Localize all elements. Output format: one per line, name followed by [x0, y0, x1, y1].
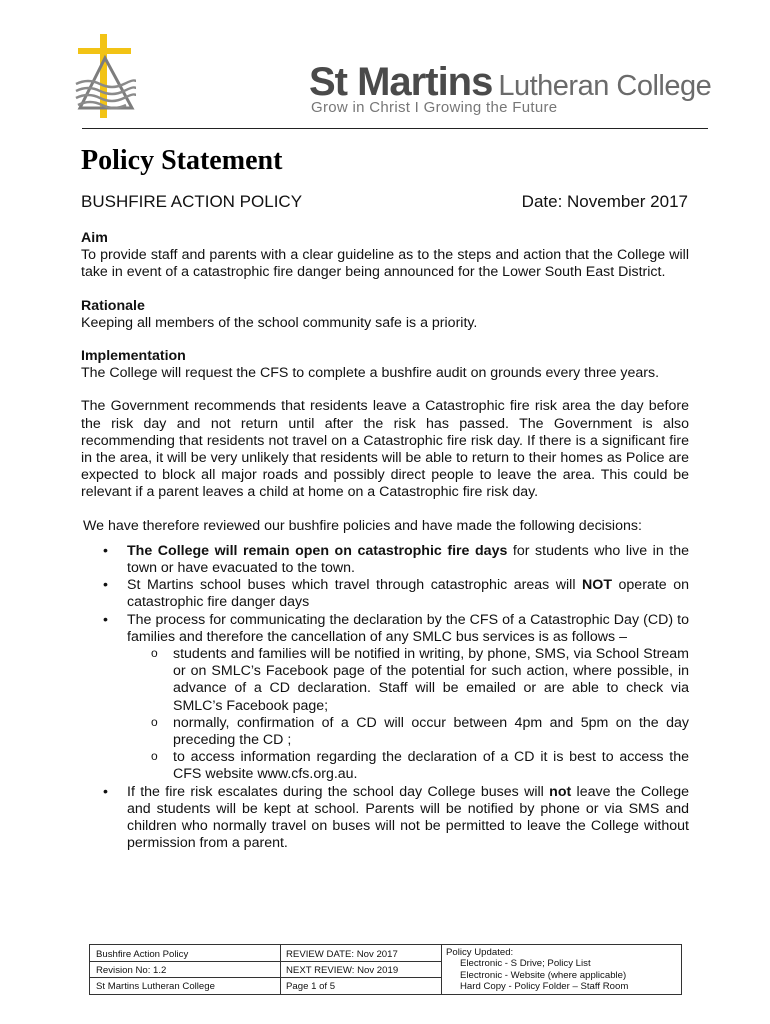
list-item: [81, 784, 689, 853]
footer-next-review: NEXT REVIEW: Nov 2019: [286, 965, 399, 976]
list-item: [81, 612, 689, 784]
brand-name: St Martins: [309, 60, 493, 104]
aim-heading: Aim: [81, 230, 108, 246]
footer-policy-updated: [446, 947, 628, 993]
document-title: Policy Statement: [81, 145, 283, 176]
decisions-intro: We have therefore reviewed our bushfire policies and have made the following decisions:: [83, 517, 642, 534]
implementation-heading: Implementation: [81, 348, 186, 365]
footer-updated-title: Policy Updated:: [446, 947, 514, 958]
sub-list-item: o normally, confirmation of a CD will occur between 4pm and 5pm on the day preceding the CD ;: [127, 715, 689, 749]
footer-updated-line: Hard Copy - Policy Folder – Staff Room: [460, 981, 629, 993]
list-item: [81, 577, 689, 611]
brand-tagline: Grow in Christ I Growing the Future: [311, 99, 558, 116]
policy-body: [81, 230, 689, 853]
bold-text: The College will remain open on catastrophic fire days: [127, 542, 508, 559]
list-item-text: for students who live in the town or have evacuated to the town.: [127, 542, 690, 577]
footer-updated-line: Electronic - S Drive; Policy List: [460, 958, 591, 970]
rationale-text: Keeping all members of the school community safe is a priority.: [81, 314, 478, 331]
rationale-heading: Rationale: [81, 297, 145, 314]
decisions-list: [81, 543, 689, 853]
sub-list: [127, 646, 689, 784]
footer-revision: Revision No: 1.2: [96, 965, 167, 976]
brand-subtitle: Lutheran College: [498, 70, 712, 102]
bold-text: not: [549, 783, 572, 800]
footer-updated-line: Electronic - Website (where applicable): [460, 969, 627, 981]
policy-date: Date: November 2017: [521, 192, 688, 211]
list-item-text: The process for communicating the declaration by the CFS of a Catastrophic Day (CD) to families and therefore the cancellation of any SMLC bus services is as follows –: [127, 611, 689, 645]
list-item: [81, 543, 689, 577]
implementation-text-1: The College will request the CFS to complete a bushfire audit on grounds every three years.: [81, 365, 660, 382]
list-item-text: operate on catastrophic fire danger days: [127, 577, 689, 611]
implementation-text-2: The Government recommends that residents leave a Catastrophic fire risk area the day before the risk day and not return until after the risk has passed. The Government is also recommending that residents not travel on a Catastrophic fire risk day. If there is a significant fire in the area, it will be very unlikely that residents will be able to return to their homes as Police are expected to block all major roads and possibly direct people to leave the area. This could be relevant if a parent leaves a child at home on a Catastrophic fire risk day.: [81, 398, 689, 501]
footer-college: St Martins Lutheran College: [96, 981, 215, 992]
list-item-text: leave the College and students will be kept at school. Parents will be notified by phone or via SMS and children who normally travel on buses will not be permitted to leave the College without permission from a parent.: [127, 783, 689, 852]
sub-list-item: o students and families will be notified in writing, by phone, SMS, via School Stream or on SMLC’s Facebook page of the potential for such action, where possible, in advance of a CD declaration. Staff will be emailed or are able to check via SMLC’s Facebook page;: [127, 646, 689, 715]
sub-list-item: o to access information regarding the declaration of a CD it is best to access the CFS website www.cfs.org.au.: [127, 749, 689, 783]
footer-policy: Bushfire Action Policy: [96, 949, 189, 960]
list-item-text: St Martins school buses which travel through catastrophic areas will: [127, 577, 583, 594]
footer-table: [89, 944, 682, 995]
footer-review-date: REVIEW DATE: Nov 2017: [286, 949, 398, 960]
policy-name: BUSHFIRE ACTION POLICY: [81, 192, 303, 211]
list-item-text: If the fire risk escalates during the school day College buses will: [127, 783, 550, 800]
aim-text: To provide staff and parents with a clear guideline as to the steps and action that the College will take in event of a catastrophic fire danger being announced for the Lower South East District.: [81, 247, 689, 281]
bold-text: NOT: [582, 577, 612, 594]
footer-page-number: Page 1 of 5: [286, 981, 336, 992]
header-divider: [82, 128, 708, 129]
college-logo-icon: [74, 34, 136, 118]
